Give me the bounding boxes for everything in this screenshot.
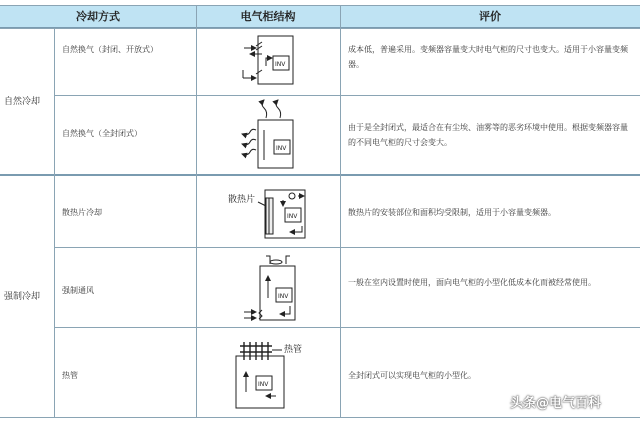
method-cell: 自然换气（封闭、开放式） [62, 45, 158, 54]
group-natural-cooling: 自然冷却 [4, 97, 41, 107]
evaluation-cell: 一般在室内设置时使用，面向电气柜的小型化低成本化而被经常使用。 [348, 278, 596, 287]
header-method: 冷却方式 [0, 6, 196, 28]
inv-label: INV [287, 213, 298, 220]
row-divider [54, 247, 640, 248]
heatsink-label: 散热片 [228, 195, 256, 205]
diagram-natural-open [243, 36, 293, 84]
group-forced-cooling: 强制冷却 [4, 292, 41, 302]
inv-label: INV [278, 293, 289, 300]
row-divider [0, 174, 640, 176]
evaluation-cell: 散热片的安装部位和面积均受限制，适用于小容量变频器。 [348, 208, 556, 217]
inv-label: INV [258, 381, 269, 388]
watermark: 头条@电气百科 [510, 396, 602, 411]
method-cell: 散热片冷却 [62, 208, 102, 217]
method-cell: 强制通风 [62, 286, 94, 295]
col-divider [340, 5, 341, 417]
method-cell: 热管 [62, 371, 78, 380]
header-evaluation: 评价 [340, 6, 640, 28]
row-divider [0, 5, 640, 6]
evaluation-cell: 由于是全封闭式，最适合在有尘埃、油雾等的恶劣环境中使用。根据变频器容量的不同电气柜的尺寸会变大。 [348, 123, 628, 147]
heatpipe-label: 热管 [284, 345, 303, 355]
method-cell: 自然换气（全封闭式） [62, 129, 142, 138]
evaluation-cell: 成本低，普遍采用。变频器容量变大时电气柜的尺寸也变大。适用于小容量变频器。 [348, 45, 628, 69]
header-structure: 电气柜结构 [196, 6, 340, 28]
col-divider [196, 5, 197, 417]
row-divider [0, 28, 640, 29]
row-divider [54, 95, 640, 96]
diagram-forced [244, 256, 295, 320]
inv-label: INV [275, 61, 286, 68]
diagram-natural-closed [242, 100, 293, 168]
col-divider [54, 28, 55, 417]
diagram-heatpipe [236, 342, 284, 408]
evaluation-cell: 全封闭式可以实现电气柜的小型化。 [348, 371, 476, 380]
inv-label: INV [276, 145, 287, 152]
row-divider [54, 327, 640, 328]
diagram-heatsink [258, 190, 305, 238]
row-divider [0, 417, 640, 418]
